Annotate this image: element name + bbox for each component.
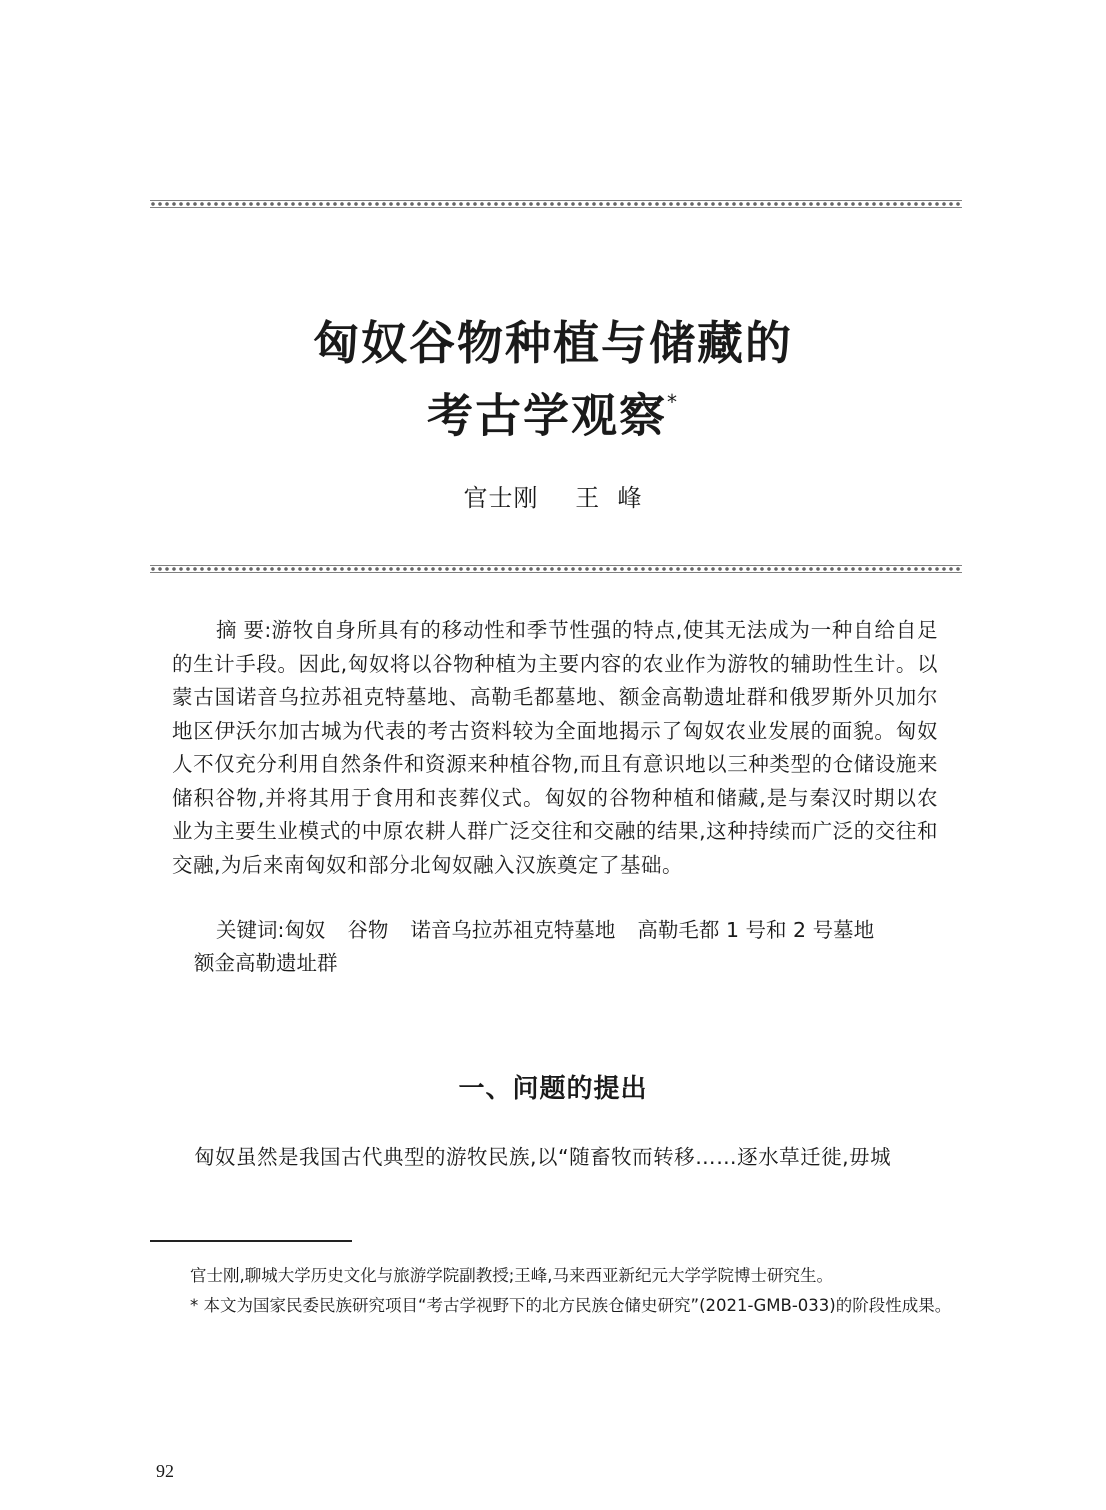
body-paragraph: 匈奴虽然是我国古代典型的游牧民族,以“随畜牧而转移……逐水草迁徙,毋城: [194, 1145, 892, 1169]
abstract-paragraph: [172, 614, 938, 882]
title-line-1-text: 匈奴谷物种植与储藏的: [313, 316, 793, 370]
keywords: [172, 914, 938, 980]
keyword-item: 匈奴: [284, 918, 326, 942]
keywords-line-2: [172, 947, 938, 980]
abstract-text: 游牧自身所具有的移动性和季节性强的特点,使其无法成为一种自给自足的生计手段。因此,匈奴将以谷物种植为主要内容的农业作为游牧的辅助性生计。以蒙古国诺音乌拉苏祖克特墓地、高勒毛都墓地、额金高勒遗址群和俄罗斯外贝加尔地区伊沃尔加古城为代表的考古资料较为全面地揭示了匈奴农业发展的面貌。匈奴人不仅充分利用自然条件和资源来种植谷物,而且有意识地以三种类型的仓储设施来储积谷物,并将其用于食用和丧葬仪式。匈奴的谷物种植和储藏,是与秦汉时期以农业为主要生业模式的中原农耕人群广泛交往和交融的结果,这种持续而广泛的交往和交融,为后来南匈奴和部分北匈奴融入汉族奠定了基础。: [172, 618, 938, 877]
footnote-funding: * 本文为国家民委民族研究项目“考古学视野下的北方民族仓储史研究”(2021-GMB-033)的阶段性成果。: [190, 1296, 952, 1315]
section-heading: 一、问题的提出: [458, 1074, 648, 1104]
keyword-item: 额金高勒遗址群: [194, 951, 338, 975]
bottom-ornamental-border: [150, 565, 962, 573]
title-line-2-text: 考古学观察: [427, 388, 667, 443]
footnote-divider: [150, 1240, 352, 1242]
keyword-item: 谷物: [347, 918, 389, 942]
top-ornamental-border: [150, 200, 962, 208]
page-number: 92: [156, 1461, 174, 1481]
author-2: 王 峰: [575, 484, 643, 512]
abstract: [172, 614, 938, 882]
author-1: 官士刚: [463, 484, 539, 512]
keyword-item: 诺音乌拉苏祖克特墓地: [410, 918, 616, 942]
author-list: [0, 478, 1106, 513]
keyword-item: 高勒毛都 1 号和 2 号墓地: [637, 918, 875, 942]
footnote-author-info: 官士刚,聊城大学历史文化与旅游学院副教授;王峰,马来西亚新纪元大学学院博士研究生。: [190, 1266, 834, 1285]
footnotes: [150, 1261, 962, 1321]
article-title-line-1: [0, 312, 1106, 374]
keywords-label: 关键词:: [216, 918, 285, 942]
abstract-label: 摘 要:: [216, 618, 272, 642]
keywords-line-1: [172, 914, 938, 947]
title-footnote-mark: *: [667, 390, 679, 414]
article-title-line-2: [0, 377, 1106, 446]
